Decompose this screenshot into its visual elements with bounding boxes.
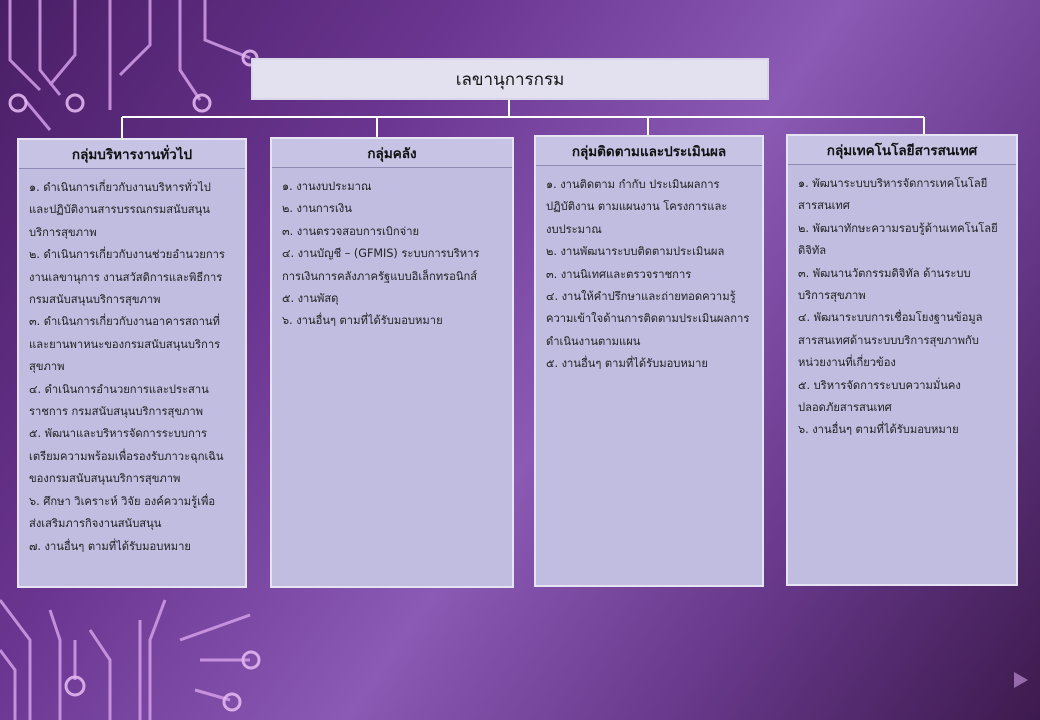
- list-item: ๕. งานพัสดุ: [282, 292, 339, 306]
- list-item: ๒. พัฒนาทักษะความรอบรู้ด้านเทคโนโลยี ดิจิทัล: [798, 221, 998, 258]
- list-item: ๖. งานอื่นๆ ตามที่ได้รับมอบหมาย: [798, 423, 959, 437]
- group-box-finance: [270, 137, 514, 588]
- list-item: ๑. พัฒนาระบบบริหารจัดการเทคโนโลยี สารสนเทศ: [798, 177, 988, 213]
- group-items: [19, 169, 245, 566]
- list-item: ๖. ศึกษา วิเคราะห์ วิจัย องค์ความรู้เพื่อ ส่งเสริมภารกิจงานสนับสนุน: [29, 494, 216, 531]
- list-item: ๕. บริหารจัดการระบบความมั่นคง ปลอดภัยสารสนเทศ: [798, 378, 961, 415]
- list-item: ๓. ดำเนินการเกี่ยวกับงานอาคารสถานที่ และยานพาหนะของกรมสนับสนุนบริการ สุขภาพ: [29, 315, 221, 374]
- list-item: ๑. ดำเนินการเกี่ยวกับงานบริหารทั่วไป และปฏิบัติงานสารบรรณกรมสนับสนุน บริการสุขภาพ: [29, 181, 211, 239]
- top-unit-title: เลขานุการกรม: [455, 69, 565, 90]
- group-title: กลุ่มติดตามและประเมินผล: [536, 137, 762, 166]
- list-item: ๑. งานติดตาม กำกับ ประเมินผลการ ปฏิบัติงาน ตามแผนงาน โครงการและ งบประมาณ: [546, 178, 728, 236]
- list-item: ๒. งานพัฒนาระบบติดตามประเมินผล: [546, 245, 725, 259]
- list-item: ๕. งานอื่นๆ ตามที่ได้รับมอบหมาย: [546, 357, 708, 371]
- list-item: ๔. งานบัญชี – (GFMIS) ระบบการบริหาร การเงินการคลังภาครัฐแบบอิเล็กทรอนิกส์: [282, 247, 480, 283]
- list-item: ๑. งานงบประมาณ: [282, 180, 372, 193]
- list-item: ๔. งานให้คำปรึกษาและถ่ายทอดความรู้ ความเข้าใจด้านการติดตามประเมินผลการ ดำเนินงานตามแผน: [546, 290, 750, 348]
- list-item: ๔. พัฒนาระบบการเชื่อมโยงฐานข้อมูล สารสนเทศด้านระบบบริการสุขภาพกับ หน่วยงานที่เกี่ยวข้อง: [798, 311, 983, 370]
- list-item: ๒. ดำเนินการเกี่ยวกับงานช่วยอำนวยการ งานเลขานุการ งานสวัสดิการและพิธีการ กรมสนับสนุนบริการสุขภาพ: [29, 248, 225, 307]
- group-title: กลุ่มเทคโนโลยีสารสนเทศ: [788, 136, 1016, 165]
- group-box-monitoring: [534, 135, 764, 587]
- group-items: [536, 166, 762, 384]
- list-item: ๖. งานอื่นๆ ตามที่ได้รับมอบหมาย: [282, 314, 443, 328]
- group-title: กลุ่มคลัง: [272, 139, 512, 168]
- list-item: ๓. งานตรวจสอบการเบิกจ่าย: [282, 224, 420, 238]
- list-item: ๒. งานการเงิน: [282, 202, 352, 216]
- group-box-information-technology: [786, 134, 1018, 586]
- group-items: [272, 168, 512, 341]
- group-box-general-admin: [17, 138, 247, 588]
- list-item: ๗. งานอื่นๆ ตามที่ได้รับมอบหมาย: [29, 539, 191, 553]
- top-unit-box: [251, 58, 769, 100]
- list-item: ๓. งานนิเทศและตรวจราชการ: [546, 267, 692, 281]
- group-items: [788, 165, 1016, 450]
- list-item: ๓. พัฒนานวัตกรรมดิจิทัล ด้านระบบ บริการสุขภาพ: [798, 266, 971, 303]
- list-item: ๔. ดำเนินการอำนวยการและประสาน ราชการ กรมสนับสนุนบริการสุขภาพ: [29, 382, 209, 419]
- group-title: กลุ่มบริหารงานทั่วไป: [19, 140, 245, 169]
- list-item: ๕. พัฒนาและบริหารจัดการระบบการ เตรียมความพร้อมเพื่อรองรับภาวะฉุกเฉิน ของกรมสนับสนุนบริการสุขภาพ: [29, 427, 224, 486]
